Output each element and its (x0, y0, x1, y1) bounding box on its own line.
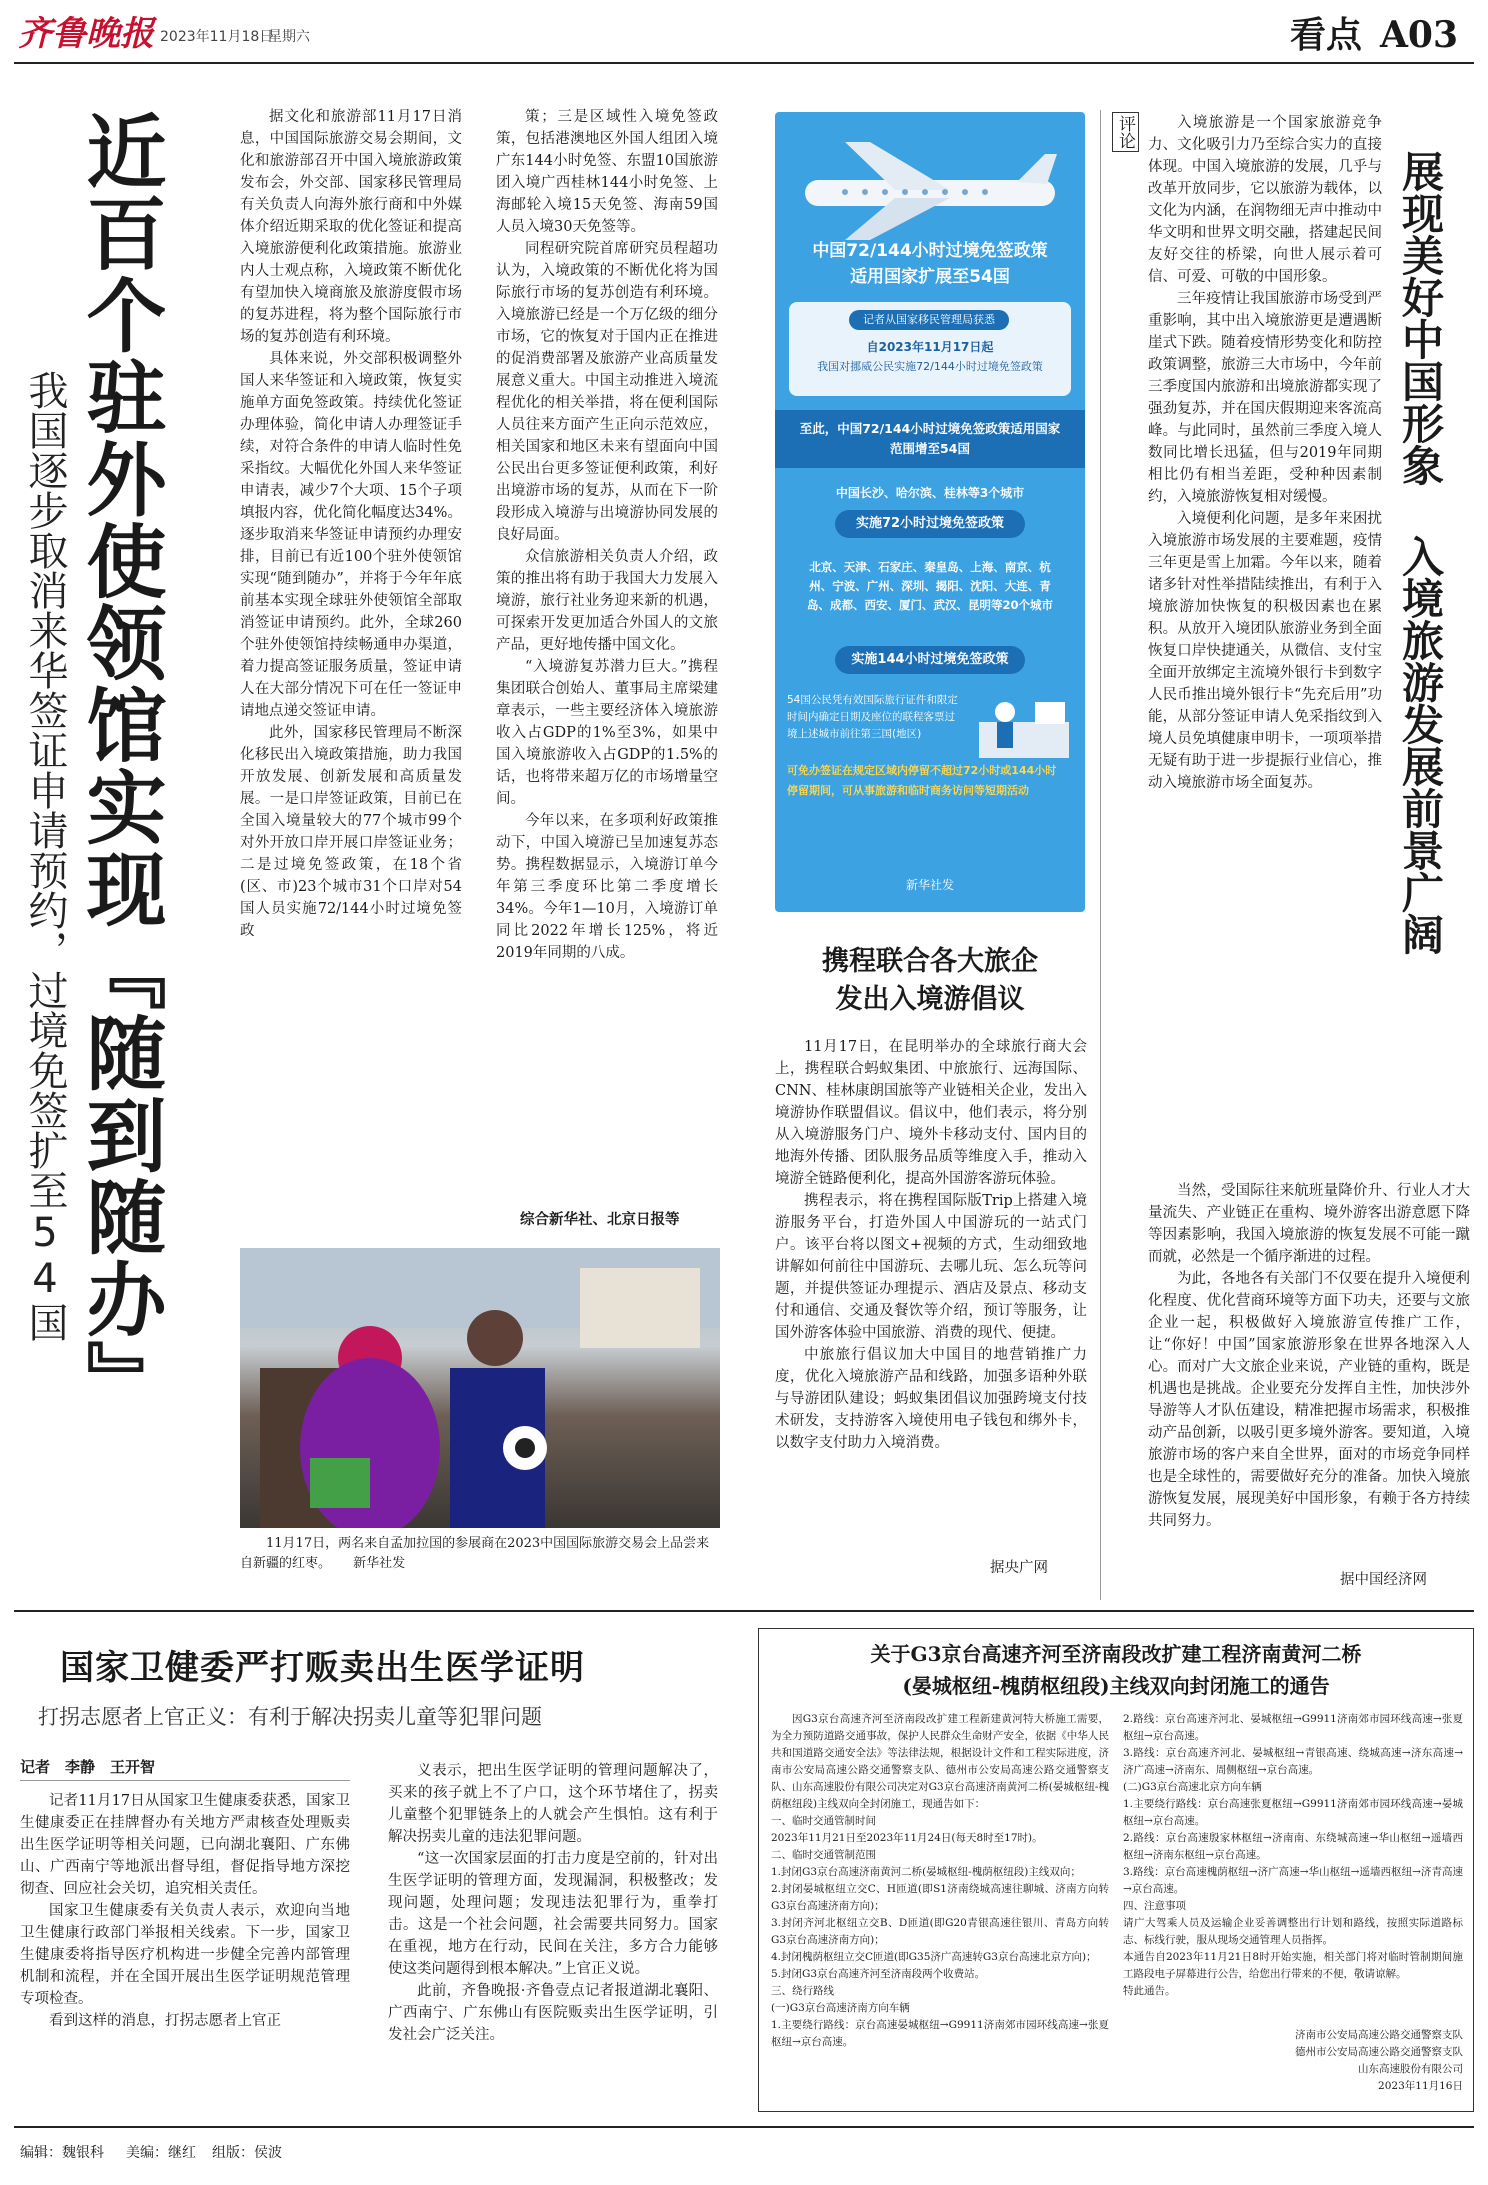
issue-weekday: 星期六 (268, 29, 310, 45)
info-note-2: 可免办签证在规定区域内停留不超过72小时或144小时 (787, 764, 1057, 777)
info-144h-pill: 实施144小时过境免签政策 (835, 646, 1025, 674)
footer-rule (14, 2126, 1474, 2128)
notice-title-1: 关于G3京台高速齐河至济南段改扩建工程济南黄河二桥 (870, 1642, 1362, 1666)
info-title-2: 适用国家扩展至54国 (850, 267, 1010, 287)
lead-subhead: 我国逐步取消来华签证申请预约，过境免签扩至54国 (22, 370, 68, 1342)
notice-title-2: (晏城枢纽-槐荫枢纽段)主线双向封闭施工的通告 (902, 1674, 1330, 1698)
health-headline: 国家卫健委严打贩卖出生医学证明 (60, 1648, 585, 1688)
ctrip-source: 据央广网 (990, 1560, 1048, 1576)
signer-shandong-hi-speed: 山东高速股份有限公司 (1358, 2063, 1463, 2075)
page-number: A03 (1380, 14, 1459, 56)
border-control-icon (975, 692, 1075, 762)
info-title-1: 中国72/144小时过境免签政策 (812, 241, 1048, 261)
info-72h-pill: 实施72小时过境免签政策 (835, 510, 1025, 538)
notice-right-column: 2.路线：京台高速齐河北、晏城枢纽→G9911济南郊市园环线高速→张夏枢纽→京台高速。 3.路线：京台高速齐河北、晏城枢纽→青银高速、绕城高速→济东高速→济广高速→济南东、周侧枢纽→京台高速。 (二)G3京台高速北京方向车辆 1.主要绕行路线：京台高速张夏枢纽→G9911济南郊市园环线高速→晏城枢纽→京台高速。 2.路线：京台高速殷家林枢纽→济南南、东绕城高速→华山枢纽→遥墙西枢纽→济南东枢纽→京台高速。 3.路线：京台高速槐荫枢纽→济广高速→华山枢纽→遥墙西枢纽→济青高速→京台高速。 四、注意事项 请广大驾乘人员及运输企业妥善调整出行计划和路线，按照实际道路标志、标线行驶，服从现场交通管理人员指挥。 本通告自2023年11月21日8时开始实施，相关部门将对临时管制期间施工路段电子屏幕进行公告，给您出行带来的不便，敬请谅解。 特此通告。 (1123, 1713, 1463, 1997)
info-144h-cities: 北京、天津、石家庄、秦皇岛、上海、南京、杭州、宁波、广州、深圳、揭阳、沈阳、大连、青岛、成都、西安、厦门、武汉、昆明等20个城市 (806, 560, 1053, 612)
header-rule (14, 62, 1474, 64)
photo-credit: 新华社发 (353, 1556, 406, 1571)
comment-label: 评论 (1112, 112, 1139, 152)
footer-proof: 组版：侯波 (212, 2145, 282, 2161)
lead-column-1: 据文化和旅游部11月17日消息，中国国际旅游交易会期间，文化和旅游部召开中国入境旅游政策发布会，外交部、国家移民管理局有关负责人向海外旅行商和中外媒体介绍近期采取的优化签证和提高入境旅游便利化政策措施。旅游业内人士观点称，入境政策不断优化有望加快入境商旅及旅游度假市场的复苏进程，将为整个国际旅行市场的复苏创造有利环境。 具体来说，外交部积极调整外国人来华签证和入境政策，恢复实施单方面免签政策。持续优化签证办理体验，简化申请人办理签证手续，对符合条件的申请人临时性免采指纹。大幅优化外国人来华签证申请表，减少7个大项、15个子项填报内容，优化简化幅度达34%。逐步取消来华签证申请预约办理安排，目前已有近100个驻外使领馆实现“随到随办”，并将于今年年底前基本实现全球驻外使领馆全部取消签证申请预约。此外，全球260个驻外使领馆持续畅通申办渠道，着力提高签证服务质量，签证申请人在大部分情况下可在任一签证申请地点递交签证申请。 此外，国家移民管理局不断深化移民出入境政策措施，助力我国开放发展、创新发展和高质量发展。一是口岸签证政策，目前已在全国入境量较大的77个城市99个对外开放口岸开展口岸签证业务；二是过境免签政策，在18个省(区、市)23个城市31个口岸对54国人员实施72/144小时过境免签政 (240, 109, 462, 939)
signer-jinan-police: 济南市公安局高速公路交通警察支队 (1295, 2029, 1463, 2041)
comment-headline: 展现美好中国形象 入境旅游发展前景广阔 (1396, 150, 1445, 955)
byline-rule (20, 1780, 350, 1781)
health-byline: 记者 李静 王开智 (20, 1758, 156, 1776)
notice-left-column: 因G3京台高速齐河至济南段改扩建工程新建黄河特大桥施工需要，为全力预防道路交通事故，保护人民群众生命财产安全，依据《中华人民共和国道路交通安全法》等法律法规，根据设计文件和工程实际进度，济南市公安局高速公路交通警察支队、德州市公安局高速公路交通警察支队、山东高速股份有限公司决定对G3京台高速济南黄河二桥(晏城枢纽-槐荫枢纽段)主线双向全封闭施工，现通告如下： 一、临时交通管制时间 2023年11月21日至2023年11月24日(每天8时至17时)。 二、临时交通管制范围 1.封闭G3京台高速济南黄河二桥(晏城枢纽-槐荫枢纽段)主线双向； 2.封闭晏城枢纽立交C、H匝道(即S1济南绕城高速往聊城、济南方向转G3京台高速济南方向)； 3.封闭齐河北枢纽立交B、D匝道(即G20青银高速往银川、青岛方向转G3京台高速济南方向)； 4.封闭槐荫枢纽立交C匝道(即G35济广高速转G3京台高速北京方向)； 5.封闭G3京台高速齐河至济南段两个收费站。 三、绕行路线 (一)G3京台高速济南方向车辆 1.主要绕行路线：京台高速晏城枢纽→G9911济南郊市园环线高速→张夏枢纽→京台高速。 (771, 1713, 1109, 2048)
issue-date: 2023年11月18日 (160, 29, 274, 45)
exhibitors-photo-illustration (240, 1248, 720, 1528)
info-credit: 新华社发 (905, 878, 954, 892)
notice-date: 2023年11月16日 (1378, 2080, 1463, 2092)
lead-headline: 近百个驻外使领馆实现『随到随办』 (73, 110, 167, 1422)
ctrip-headline-2: 发出入境游倡议 (835, 984, 1025, 1015)
lead-source: 综合新华社、北京日报等 (520, 1211, 680, 1228)
ctrip-body: 11月17日，在昆明举办的全球旅行商大会上，携程联合蚂蚁集团、中旅旅行、远海国际、CNN、桂林康朗国旅等产业链相关企业，发出入境游协作联盟倡议。倡议中，他们表示，将分别从入境游服务门户、境外卡移动支付、国内目的地海外传播、团队服务品质等维度入手，推动入境游全链路便利化，提高外国游客游玩体验。 携程表示，将在携程国际版Trip上搭建入境游服务平台，打造外国人中国游玩的一站式门户。该平台将以图文+视频的方式，生动细致地讲解如何前往中国游玩、去哪儿玩、怎么玩等问题，并提供签证办理提示、酒店及景点、移动支付和通信、交通及餐饮等介绍，预订等服务，让国外游客体验中国旅游、消费的现代、便捷。 中旅旅行倡议加大中国目的地营销推广力度，优化入境旅游产品和线路，加强多语种外联与导游团队建设；蚂蚁集团倡议加强跨境支付技术研发，支持游客入境使用电子钱包和绑外卡，以数字支付助力入境消费。 (775, 1039, 1087, 1451)
info-note: 54国公民凭有效国际旅行证件和限定时间内确定日期及座位的联程客票过境上述城市前往第三国(地区) (787, 694, 958, 740)
info-tag: 记者从国家移民管理局获悉 (849, 310, 1009, 330)
column-divider (1100, 110, 1101, 1600)
comment-source: 据中国经济网 (1340, 1572, 1427, 1588)
health-subhead: 打拐志愿者上官正义：有利于解决拐卖儿童等犯罪问题 (38, 1705, 542, 1729)
section-name: 看点 (1290, 14, 1363, 56)
comment-body-bottom: 当然，受国际往来航班量降价升、行业人才大量流失、产业链正在重构、境外游客出游意愿下降等因素影响，我国入境旅游的恢复发展不可能一蹴而就，必然是一个循序渐进的过程。 为此，各地各有关部门不仅要在提升入境便利化程度、优化营商环境等方面下功夫，还要与文旅企业一起，积极做好入境旅游宣传推广工作，让“你好！中国”国家旅游形象在世界各地深入人心。而对广大文旅企业来说，产业链的重构，既是机遇也是挑战。企业要充分发挥自主性，加快涉外导游等人才队伍建设，精准把握市场需求，积极推动产品创新，以吸引更多境外游客。要知道，入境旅游市场的客户来自全世界，面对的市场竞争同样也是全球性的，需要做好充分的准备。加快入境旅游恢复发展，展现美好中国形象，有赖于各方持续共同努力。 (1148, 1183, 1470, 1529)
photo-caption: 11月17日，两名来自孟加拉国的参展商在2023中国国际旅游交易会上品尝来自新疆的红枣。 新华社发 (240, 1536, 710, 1571)
footer-editor: 编辑：魏银科 (20, 2145, 104, 2161)
ctrip-headline-1: 携程联合各大旅企 (822, 946, 1038, 977)
info-note-3: 停留期间，可从事旅游和临时商务访问等短期活动 (787, 784, 1029, 797)
notice-signatures (1123, 2027, 1463, 2095)
section-rule (14, 1610, 1474, 1612)
airplane-icon (785, 132, 1075, 242)
visa-infographic (775, 112, 1085, 912)
masthead: 齐鲁晚报 (18, 14, 154, 54)
info-announcement (789, 302, 1071, 396)
health-column-2: 义表示，把出生医学证明的管理问题解决了，买来的孩子就上不了户口，这个环节堵住了，拐卖儿童整个犯罪链条上的人就会产生惧怕。这有利于解决拐卖儿童的违法犯罪问题。 “这一次国家层面的打击力度是空前的，针对出生医学证明的管理方面，发现漏洞，积极整改；发现问题，处理问题；发现违法犯罪行为，重拳打击。这是一个社会问题，社会需要共同努力。国家在重视，地方在行动，民间在关注，多方合力能够使这类问题得到根本解决。”上官正义说。 此前，齐鲁晚报·齐鲁壹点记者报道湖北襄阳、广西南宁、广东佛山有医院贩卖出生医学证明，引发社会广泛关注。 (388, 1763, 718, 2043)
footer-designer: 美编：继红 (126, 2145, 196, 2161)
signer-dezhou-police: 德州市公安局高速公路交通警察支队 (1295, 2046, 1463, 2058)
info-band: 至此，中国72/144小时过境免签政策适用国家范围增至54国 (775, 410, 1085, 468)
info-norway-line: 我国对挪威公民实施72/144小时过境免签政策 (817, 360, 1043, 373)
info-date-line: 自2023年11月17日起 (866, 340, 994, 354)
traffic-notice (758, 1628, 1474, 2112)
lead-column-2: 策；三是区域性入境免签政策，包括港澳地区外国人组团入境广东144小时免签、东盟10国旅游团入境广西桂林144小时免签、上海邮轮入境15天免签、海南59国人员入境30天免签等。 同程研究院首席研究员程超功认为，入境政策的不断优化将为国际旅行市场的复苏创造有利环境。入境旅游已经是一个万亿级的细分市场，它的恢复对于国内正在推进的促消费部署及旅游产业高质量发展意义重大。中国主动推进入境流程优化的相关举措，将在便利国际人员往来方面产生正向示范效应，相关国家和地区未来有望面向中国公民出台更多签证便利政策，利好出境游市场的复苏，从而在下一阶段形成入境游与出境游协同发展的良好局面。 众信旅游相关负责人介绍，政策的推出将有助于我国大力发展入境游，旅行社业务迎来新的机遇，可探索开发更加适合外国人的文旅产品，更好地传播中国文化。 “入境游复苏潜力巨大。”携程集团联合创始人、董事局主席梁建章表示，一些主要经济体入境旅游收入占GDP的1%至3%，如果中国入境旅游收入占GDP的1.5%的话，也将带来超万亿的市场增量空间。 今年以来，在多项利好政策推动下，中国入境游已呈加速复苏态势。携程数据显示，入境游订单今年第三季度环比第二季度增长34%。今年1—10月，入境游订单同比2022年增长125%，将近2019年同期的八成。 (496, 109, 718, 961)
health-column-1: 记者11月17日从国家卫生健康委获悉，国家卫生健康委正在挂牌督办有关地方严肃核查处理贩卖出生医学证明等相关问题，已向湖北襄阳、广东佛山、广西南宁等地派出督导组，督促指导地方深挖彻查、回应社会关切，追究相关责任。 国家卫生健康委有关负责人表示，欢迎向当地卫生健康行政部门举报相关线索。下一步，国家卫生健康委将指导医疗机构进一步健全完善内部管理机制和流程，并在全国开展出生医学证明规范管理专项检查。 看到这样的消息，打拐志愿者上官正 (20, 1793, 350, 2029)
lead-photo (240, 1248, 720, 1528)
info-72h-cities: 中国长沙、哈尔滨、桂林等3个城市 (835, 486, 1025, 500)
comment-body-top: 入境旅游是一个国家旅游竞争力、文化吸引力乃至综合实力的直接体现。中国入境旅游的发展，几乎与改革开放同步，它以旅游为载体，以文化为内涵，在润物细无声中推动中华文明和世界文明交融，搭建起民间友好交往的桥梁，向世人展示着可信、可爱、可敬的中国形象。 三年疫情让我国旅游市场受到严重影响，其中出入境旅游更是遭遇断崖式下跌。随着疫情形势变化和防控政策调整，旅游三大市场中，今年前三季度国内旅游和出境旅游都实现了强劲复苏，并在国庆假期迎来客流高峰。与此同时，虽然前三季度入境人数同比增长迅猛，但与2019年同期相比仍有相当差距，受种种因素制约，入境旅游恢复相对缓慢。 入境便利化问题，是多年来困扰入境旅游市场发展的主要难题，疫情三年更是雪上加霜。今年以来，随着诸多针对性举措陆续推出，有利于入境旅游加快恢复的积极因素也在累积。从放开入境团队旅游业务到全面恢复口岸快捷通关，从微信、支付宝全面开放绑定主流境外银行卡到数字人民币推出境外银行卡“先充后用”功能，从部分签证申请人免采指纹到入境人员免填健康申明卡，一项项举措无疑有助于进一步提振行业信心，推动入境旅游市场全面复苏。 (1148, 115, 1382, 791)
